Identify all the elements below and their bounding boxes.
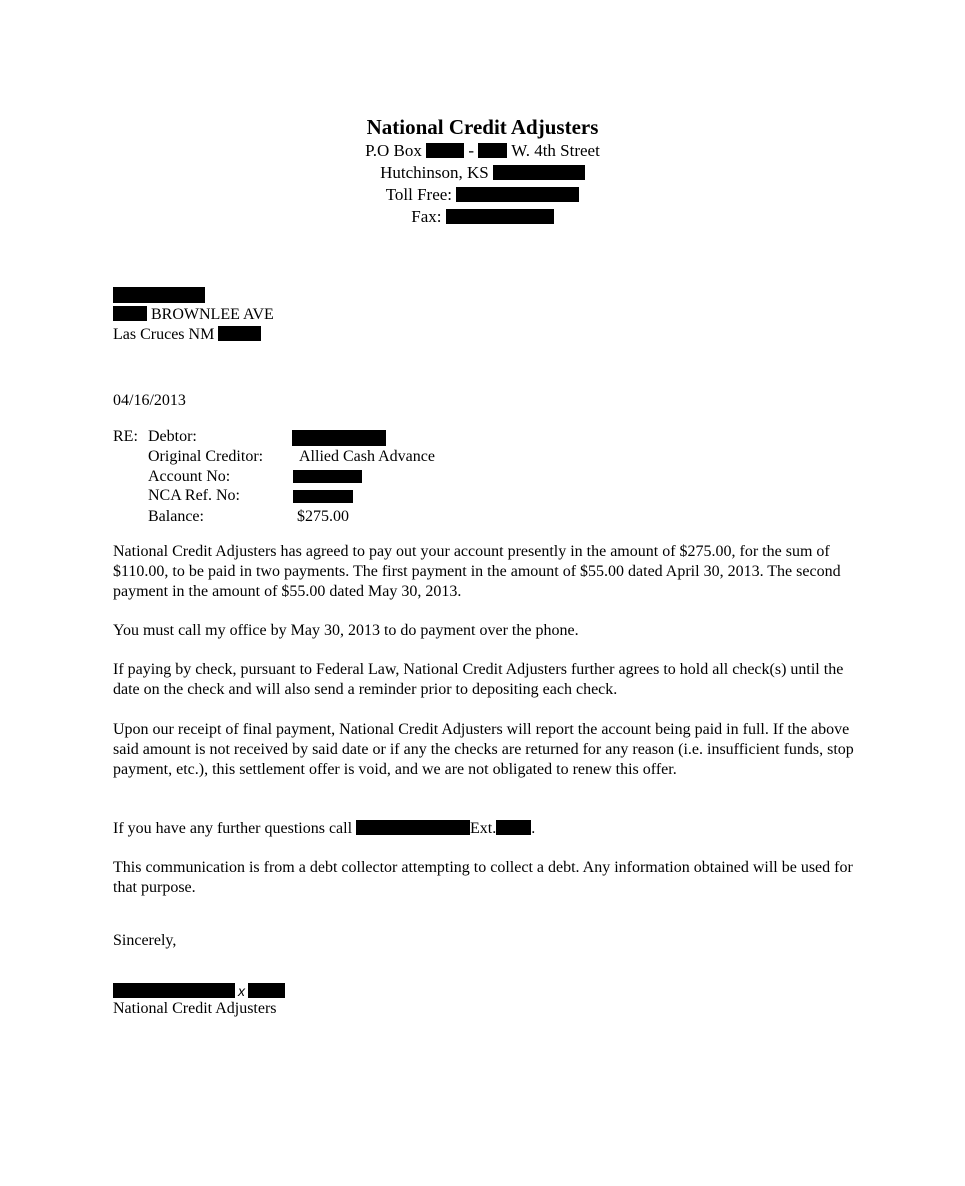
- company-name: National Credit Adjusters: [366, 115, 599, 139]
- account-no-label: Account No:: [148, 468, 231, 485]
- original-creditor-label: Original Creditor:: [148, 448, 264, 465]
- redacted-signer-ext: [248, 983, 285, 998]
- po-box-separator: -: [468, 141, 475, 160]
- letterhead: [0, 114, 965, 228]
- paragraph-check-policy: If paying by check, pursuant to Federal Law, National Credit Adjusters further agrees to hold all check(s) until the date on the check and will also send a reminder prior to depositing each check.: [113, 661, 844, 698]
- redacted-zip: [493, 165, 585, 180]
- paragraph-questions: [113, 819, 855, 839]
- nca-ref-label: NCA Ref. No:: [148, 487, 240, 504]
- ext-label: Ext.: [470, 820, 497, 837]
- recipient-city-line: [113, 325, 261, 345]
- recipient-street: BROWNLEE AVE: [151, 306, 274, 323]
- paragraph-disclosure: This communication is from a debt collector attempting to collect a debt. Any information obtained will be used for that purpose.: [113, 859, 853, 896]
- redacted-toll-free: [456, 187, 579, 202]
- letter-date: 04/16/2013: [113, 392, 186, 409]
- paragraph-final-payment: Upon our receipt of final payment, National Credit Adjusters will report the account being paid in full. If the above said amount is not received by said date or if any the checks are returned for any reason (i.e. insufficient funds, stop payment, etc.), this settlement offer is void, and we are not obligated to renew this offer.: [113, 721, 854, 778]
- redacted-extension: [496, 820, 531, 835]
- city-state: Hutchinson, KS: [380, 163, 489, 182]
- original-creditor-value: Allied Cash Advance: [299, 448, 435, 465]
- redacted-signer-name: [113, 983, 235, 998]
- redacted-phone: [356, 820, 470, 835]
- redacted-nca-ref: [293, 490, 353, 503]
- city-line: [0, 162, 965, 184]
- toll-free-label: Toll Free:: [385, 185, 453, 204]
- closing-company: National Credit Adjusters: [113, 1000, 277, 1017]
- recipient-street-line: [113, 305, 274, 325]
- re-prefix: RE:: [113, 428, 138, 445]
- signature-x: x: [238, 983, 245, 999]
- redacted-debtor: [292, 430, 386, 446]
- street-name: W. 4th Street: [511, 141, 600, 160]
- recipient-name-line: [113, 287, 205, 307]
- fax-line: [0, 206, 965, 228]
- po-box-label: P.O Box: [365, 141, 422, 160]
- fax-label: Fax:: [411, 207, 442, 226]
- po-box-line: [0, 140, 965, 162]
- redacted-recipient-name: [113, 287, 205, 303]
- redacted-po-box: [426, 143, 464, 158]
- closing-sincerely: Sincerely,: [113, 932, 177, 949]
- questions-end: .: [531, 820, 536, 837]
- redacted-house-number: [113, 306, 147, 321]
- redacted-fax: [446, 209, 554, 224]
- paragraph-call-deadline: You must call my office by May 30, 2013 to do payment over the phone.: [113, 622, 579, 639]
- balance-value: $275.00: [297, 508, 349, 525]
- debtor-label: Debtor:: [148, 428, 197, 445]
- recipient-city-state: Las Cruces NM: [113, 326, 215, 343]
- balance-label: Balance:: [148, 508, 204, 525]
- questions-text: If you have any further questions call: [113, 820, 353, 837]
- redacted-recipient-zip: [218, 326, 261, 341]
- redacted-account-no: [293, 470, 362, 483]
- paragraph-settlement-terms: National Credit Adjusters has agreed to pay out your account presently in the amount of $275.00, for the sum of $110.00, to be paid in two payments. The first payment in the amount of $55.00 dated April 30, 2013. The second payment in the amount of $55.00 dated May 30, 2013.: [113, 543, 841, 600]
- redacted-street-number: [478, 143, 507, 158]
- toll-free-line: [0, 184, 965, 206]
